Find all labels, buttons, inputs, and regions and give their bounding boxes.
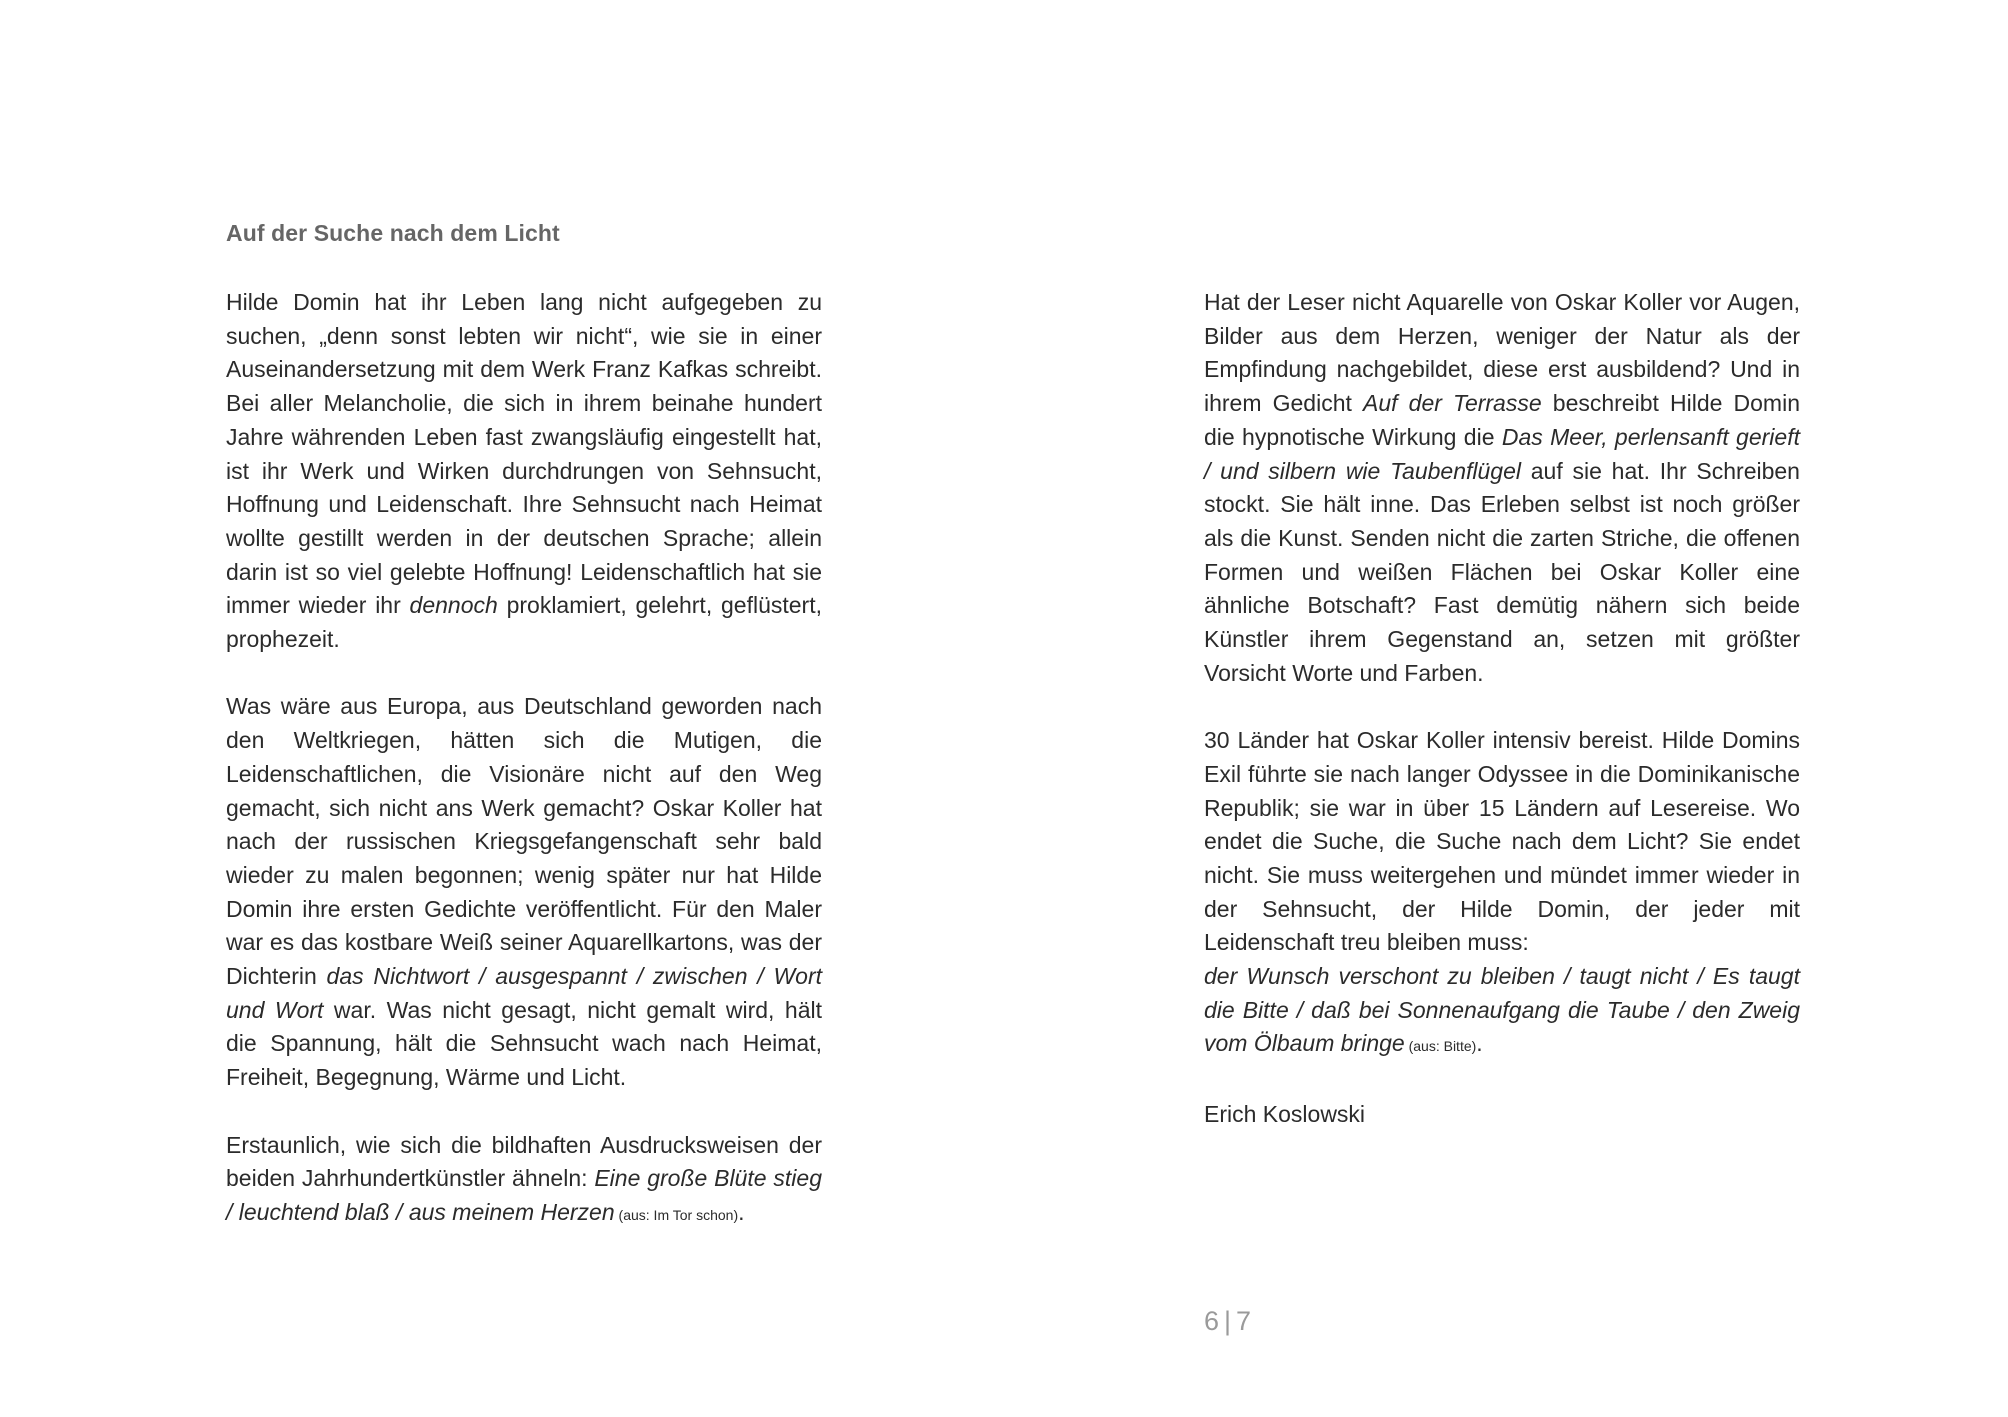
- text-span: Was wäre aus Europa, aus Deutschland geworden nach den Weltkriegen, hätten sich die Mutigen, die Leidenschaftlichen, die Visionäre nicht auf den Weg gemacht, sich nicht ans Werk gemacht? Oskar Koller hat nach der russischen Kriegsgefangenschaft sehr bald wieder zu malen begonnen; wenig später nur hat Hilde Domin ihre ersten Gedichte veröffentlicht. Für den Maler war es das kostbare Weiß seiner Aquarellkartons, was der Dichterin: [226, 693, 822, 990]
- text-span: auf sie hat. Ihr Schreiben stockt. Sie hält inne. Das Erleben selbst ist noch größer als die Kunst. Senden nicht die zarten Striche, die offenen Formen und weißen Flächen bei Oskar Koller eine ähnliche Botschaft? Fast demütig nähern sich beide Künstler ihrem Gegenstand an, setzen mit größter Vorsicht Worte und Farben.: [1204, 457, 1800, 686]
- quote-italic: Eine große Blüte stieg / leuchtend blaß / aus meinem Herzen: [226, 1165, 822, 1225]
- text-span: 30 Länder hat Oskar Koller intensiv bereist. Hilde Domins Exil führte sie nach langer Odyssee in die Dominikanische Republik; sie war in über 15 Ländern auf Lesereise. Wo endet die Suche, die Suche nach dem Licht? Sie endet nicht. Sie muss weitergehen und mündet immer wieder in der Sehnsucht, der Hilde Domin, der jeder mit Leidenschaft treu bleiben muss:: [1204, 727, 1800, 956]
- citation-small: (aus: Im Tor schon): [614, 1206, 739, 1223]
- italic-span: Auf der Terrasse: [1363, 390, 1542, 417]
- italic-span: das Nichtwort / ausgespannt / zwischen / Wort und Wort: [226, 963, 822, 1023]
- text-span: Hat der Leser nicht Aquarelle von Oskar Koller vor Augen, Bilder aus dem Herzen, weniger der Natur als der Empfindung nachgebildet, diese erst ausbildend? Und in ihrem Gedicht: [1204, 289, 1800, 417]
- italic-span: Das Meer, perlensanft gerieft / und silbern wie Taubenflügel: [1204, 423, 1800, 484]
- citation-small: (aus: Bitte): [1404, 1038, 1477, 1055]
- text-span: beschreibt Hilde Domin die hypnotische Wirkung die: [1204, 390, 1800, 450]
- right-paragraph-1: [1204, 286, 1800, 690]
- right-column: [1204, 286, 1800, 1132]
- text-span: .: [738, 1198, 745, 1225]
- text-span: proklamiert, gelehrt, geflüstert, prophezeit.: [226, 592, 822, 653]
- left-column: [226, 286, 822, 1233]
- left-paragraph-3: [226, 1129, 822, 1233]
- article-heading: Auf der Suche nach dem Licht: [226, 220, 560, 246]
- text-span: Hilde Domin hat ihr Leben lang nicht aufgegeben zu suchen, „denn sonst lebten wir nicht“, wie sie in einer Auseinandersetzung mit dem Werk Franz Kafkas schreibt. Bei aller Melancholie, die sich in ihrem beinahe hundert Jahre währenden Leben fast zwangsläufig eingestellt hat, ist ihr Werk und Wirken durchdrungen von Sehnsucht, Hoffnung und Leidenschaft. Ihre Sehnsucht nach Heimat wollte gestillt werden in der deutschen Sprache; allein darin ist so viel gelebte Hoffnung! Leidenschaftlich hat sie immer wieder ihr: [226, 289, 822, 619]
- left-paragraph-2: [226, 690, 822, 1094]
- text-span: .: [1476, 1030, 1483, 1057]
- left-paragraph-1: [226, 286, 822, 657]
- right-paragraph-2: [1204, 724, 1800, 960]
- page-number-right: 7: [1236, 1306, 1253, 1336]
- page-numbers: [1204, 1306, 1252, 1337]
- author-signature: Erich Koslowski: [1204, 1100, 1366, 1127]
- quote-italic: der Wunsch verschont zu bleiben / taugt nicht / Es taugt die Bitte / daß bei Sonnenaufgang die Taube / den Zweig vom Ölbaum bringe: [1204, 963, 1800, 1057]
- right-paragraph-3-quote: [1204, 960, 1800, 1064]
- page-number-left: 6: [1204, 1306, 1221, 1336]
- text-span: war. Was nicht gesagt, nicht gemalt wird, hält die Spannung, hält die Sehnsucht wach nach Heimat, Freiheit, Begegnung, Wärme und Licht.: [226, 996, 822, 1091]
- italic-span: dennoch: [409, 592, 498, 619]
- text-span: Erstaunlich, wie sich die bildhaften Ausdrucksweisen der beiden Jahrhundertkünstler ähneln:: [226, 1131, 822, 1192]
- page-number-separator: |: [1224, 1306, 1233, 1336]
